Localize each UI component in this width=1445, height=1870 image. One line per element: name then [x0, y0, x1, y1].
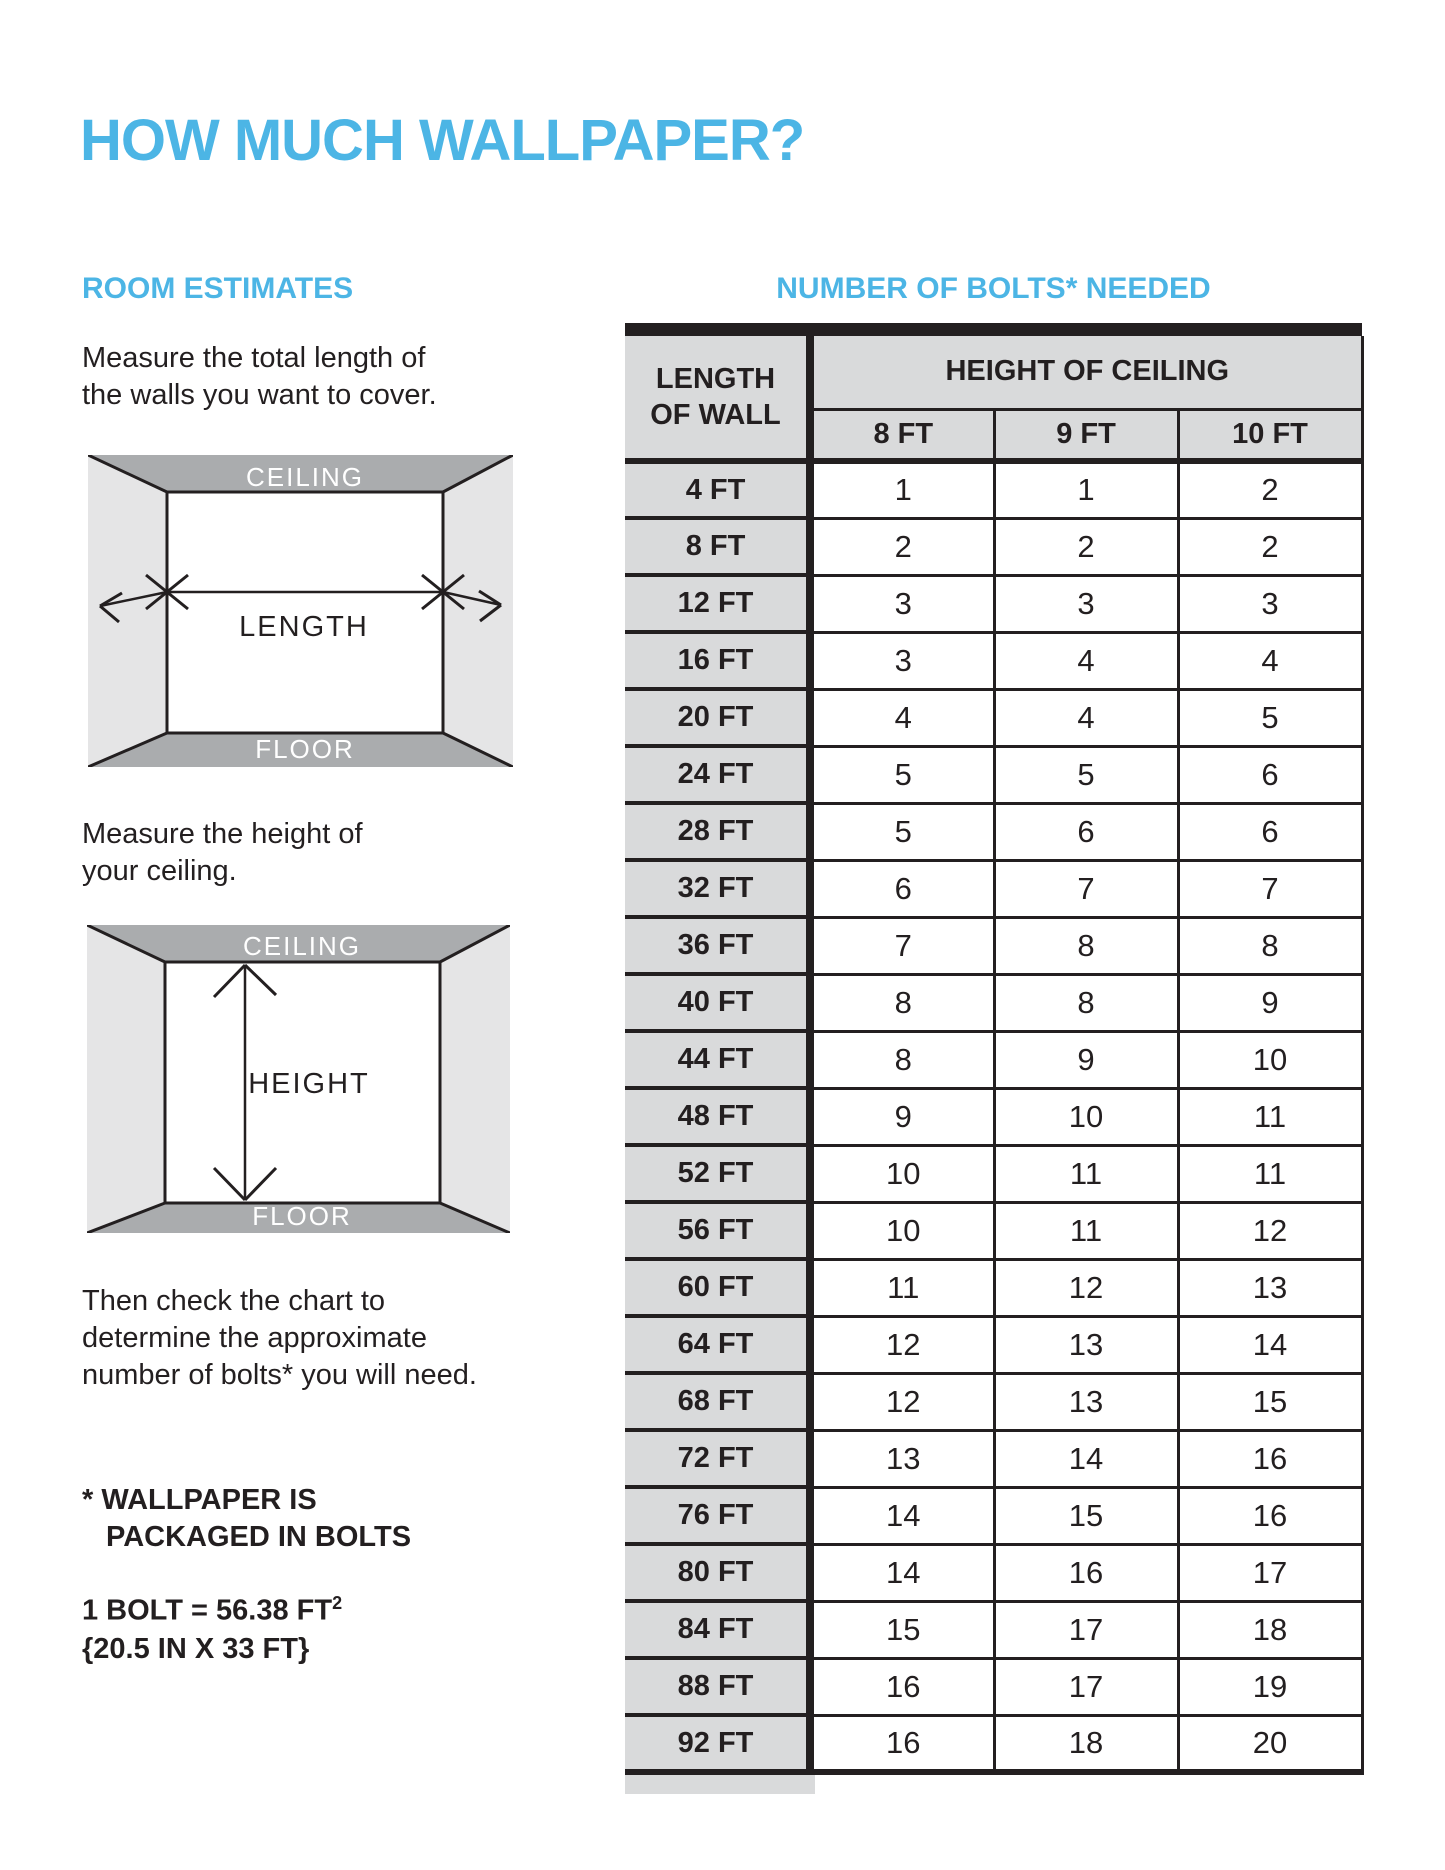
bolts-count-cell: 13 — [810, 1430, 994, 1487]
wall-length-cell: 52 FT — [625, 1145, 810, 1202]
bolts-count-cell: 2 — [810, 518, 994, 575]
bolts-count-cell: 5 — [810, 803, 994, 860]
bolts-count-cell: 8 — [810, 1031, 994, 1088]
bolts-count-cell: 4 — [994, 689, 1178, 746]
bolts-count-cell: 3 — [810, 575, 994, 632]
wall-length-cell: 20 FT — [625, 689, 810, 746]
bolts-count-cell: 8 — [810, 974, 994, 1031]
wall-length-cell: 64 FT — [625, 1316, 810, 1373]
table-row — [625, 1658, 1362, 1715]
bolts-count-cell: 20 — [1178, 1715, 1362, 1772]
table-row — [625, 1088, 1362, 1145]
bolts-count-cell: 5 — [994, 746, 1178, 803]
table-row — [625, 1031, 1362, 1088]
bolts-count-cell: 8 — [994, 974, 1178, 1031]
bolts-count-cell: 7 — [1178, 860, 1362, 917]
instruction-line: Then check the chart to — [82, 1285, 386, 1317]
wall-length-cell: 68 FT — [625, 1373, 810, 1430]
wall-length-cell: 48 FT — [625, 1088, 810, 1145]
wall-length-cell: 4 FT — [625, 461, 810, 518]
bolts-count-cell: 7 — [994, 860, 1178, 917]
bolts-count-cell: 14 — [1178, 1316, 1362, 1373]
wall-length-cell: 92 FT — [625, 1715, 810, 1772]
bolts-count-cell: 15 — [1178, 1373, 1362, 1430]
left-wall-surface — [88, 455, 167, 767]
bolts-count-cell: 9 — [810, 1088, 994, 1145]
bolts-count-cell: 2 — [1178, 461, 1362, 518]
table-row — [625, 974, 1362, 1031]
bolts-count-cell: 2 — [994, 518, 1178, 575]
bolts-count-cell: 18 — [1178, 1601, 1362, 1658]
bolts-count-cell: 15 — [810, 1601, 994, 1658]
table-row — [625, 746, 1362, 803]
row-axis-header — [625, 336, 810, 461]
bolts-count-cell: 10 — [810, 1145, 994, 1202]
wall-length-cell: 56 FT — [625, 1202, 810, 1259]
wall-length-cell: 72 FT — [625, 1430, 810, 1487]
bolts-count-cell: 7 — [810, 917, 994, 974]
wall-length-cell: 32 FT — [625, 860, 810, 917]
bolts-count-cell: 1 — [994, 461, 1178, 518]
table-row — [625, 1715, 1362, 1772]
footnote-line: PACKAGED IN BOLTS — [106, 1521, 412, 1553]
bolts-count-cell: 14 — [810, 1487, 994, 1544]
instruction-check-chart — [82, 1283, 477, 1394]
bolt-dimensions-line: {20.5 IN X 33 FT} — [82, 1632, 310, 1665]
table-row — [625, 803, 1362, 860]
column-header-10ft: 10 FT — [1178, 409, 1362, 461]
bolts-count-cell: 6 — [810, 860, 994, 917]
bolts-count-cell: 16 — [810, 1715, 994, 1772]
right-wall-surface — [440, 925, 510, 1233]
bolts-count-cell: 12 — [810, 1316, 994, 1373]
wallpaper-bolts-footnote — [82, 1482, 411, 1556]
instruction-measure-height — [82, 816, 363, 890]
instruction-line: number of bolts* you will need. — [82, 1359, 477, 1391]
column-header-8ft: 8 FT — [810, 409, 994, 461]
bolts-needed-heading: NUMBER OF BOLTS* NEEDED — [776, 272, 1211, 305]
floor-label: FLOOR — [255, 734, 355, 764]
bolt-equation: 1 BOLT = 56.38 FT — [82, 1594, 333, 1627]
bolts-count-cell: 15 — [994, 1487, 1178, 1544]
bolts-count-cell: 17 — [994, 1658, 1178, 1715]
wall-length-cell: 36 FT — [625, 917, 810, 974]
bolts-count-cell: 10 — [994, 1088, 1178, 1145]
bolts-table-section — [625, 323, 1362, 1794]
wall-length-cell: 40 FT — [625, 974, 810, 1031]
bolts-count-cell: 6 — [1178, 746, 1362, 803]
page-title: HOW MUCH WALLPAPER? — [80, 107, 805, 173]
bolts-count-cell: 12 — [1178, 1202, 1362, 1259]
wall-length-cell: 8 FT — [625, 518, 810, 575]
room-length-diagram — [88, 455, 513, 767]
height-label: HEIGHT — [248, 1068, 370, 1100]
bolts-count-cell: 19 — [1178, 1658, 1362, 1715]
bolts-count-cell: 1 — [810, 461, 994, 518]
bolts-count-cell: 10 — [1178, 1031, 1362, 1088]
wall-length-cell: 12 FT — [625, 575, 810, 632]
table-top-bar — [625, 323, 1362, 336]
bolts-count-cell: 8 — [994, 917, 1178, 974]
bolts-count-cell: 4 — [810, 689, 994, 746]
bolts-count-cell: 14 — [994, 1430, 1178, 1487]
wall-length-cell: 28 FT — [625, 803, 810, 860]
bolts-count-cell: 12 — [994, 1259, 1178, 1316]
table-row — [625, 917, 1362, 974]
bolts-count-cell: 16 — [1178, 1430, 1362, 1487]
right-wall-surface — [443, 455, 513, 767]
bolts-count-cell: 17 — [994, 1601, 1178, 1658]
bolts-count-cell: 14 — [810, 1544, 994, 1601]
bolts-count-cell: 11 — [810, 1259, 994, 1316]
bolts-count-cell: 5 — [1178, 689, 1362, 746]
floor-label: FLOOR — [252, 1201, 352, 1231]
wall-length-cell: 76 FT — [625, 1487, 810, 1544]
bolts-count-cell: 13 — [994, 1373, 1178, 1430]
row-axis-header-line: OF WALL — [650, 399, 781, 431]
bolts-count-cell: 12 — [810, 1373, 994, 1430]
bolts-count-cell: 17 — [1178, 1544, 1362, 1601]
table-row — [625, 1487, 1362, 1544]
left-wall-surface — [87, 925, 165, 1233]
instruction-line: Measure the total length of — [82, 342, 426, 374]
bolts-count-cell: 9 — [1178, 974, 1362, 1031]
bolts-table-body — [625, 461, 1362, 1772]
bolts-count-cell: 5 — [810, 746, 994, 803]
length-label: LENGTH — [239, 611, 369, 643]
ceiling-label: CEILING — [242, 931, 362, 961]
column-header-9ft: 9 FT — [994, 409, 1178, 461]
table-row — [625, 1202, 1362, 1259]
wall-length-cell: 24 FT — [625, 746, 810, 803]
footnote-line: * WALLPAPER IS — [82, 1484, 317, 1516]
table-row — [625, 1544, 1362, 1601]
bolts-count-cell: 4 — [994, 632, 1178, 689]
instruction-line: Measure the height of — [82, 818, 363, 850]
bolts-count-cell: 16 — [994, 1544, 1178, 1601]
wall-length-cell: 84 FT — [625, 1601, 810, 1658]
instruction-line: determine the approximate — [82, 1322, 427, 1354]
wall-length-cell: 16 FT — [625, 632, 810, 689]
table-row — [625, 1316, 1362, 1373]
table-row — [625, 518, 1362, 575]
table-row — [625, 632, 1362, 689]
bolts-count-cell: 11 — [994, 1202, 1178, 1259]
bolts-count-cell: 6 — [1178, 803, 1362, 860]
column-group-header: HEIGHT OF CEILING — [810, 336, 1362, 409]
bolts-count-cell: 13 — [994, 1316, 1178, 1373]
bolts-count-cell: 11 — [1178, 1145, 1362, 1202]
bolts-count-cell: 8 — [1178, 917, 1362, 974]
bolt-size-line — [82, 1584, 342, 1630]
table-row — [625, 860, 1362, 917]
ceiling-height-diagram — [87, 925, 510, 1233]
wall-length-cell: 88 FT — [625, 1658, 810, 1715]
bolts-table — [625, 336, 1364, 1775]
bolts-count-cell: 10 — [810, 1202, 994, 1259]
wall-length-cell: 44 FT — [625, 1031, 810, 1088]
bolts-count-cell: 11 — [1178, 1088, 1362, 1145]
table-row — [625, 1601, 1362, 1658]
table-footer-gray-stub — [625, 1775, 815, 1794]
bolts-count-cell: 3 — [994, 575, 1178, 632]
bolts-count-cell: 3 — [1178, 575, 1362, 632]
wall-length-cell: 80 FT — [625, 1544, 810, 1601]
bolts-count-cell: 11 — [994, 1145, 1178, 1202]
instruction-line: your ceiling. — [82, 855, 237, 887]
superscript-2: 2 — [332, 1593, 343, 1613]
bolts-count-cell: 9 — [994, 1031, 1178, 1088]
table-row — [625, 1373, 1362, 1430]
table-row — [625, 1259, 1362, 1316]
table-row — [625, 575, 1362, 632]
bolt-size-info — [82, 1584, 342, 1668]
room-estimates-heading: ROOM ESTIMATES — [82, 272, 354, 305]
table-row — [625, 1430, 1362, 1487]
bolts-count-cell: 2 — [1178, 518, 1362, 575]
instruction-measure-length — [82, 340, 437, 414]
table-row — [625, 689, 1362, 746]
bolts-count-cell: 3 — [810, 632, 994, 689]
table-row — [625, 1145, 1362, 1202]
instruction-line: the walls you want to cover. — [82, 379, 437, 411]
bolts-count-cell: 16 — [1178, 1487, 1362, 1544]
bolts-count-cell: 4 — [1178, 632, 1362, 689]
bolts-count-cell: 18 — [994, 1715, 1178, 1772]
bolts-count-cell: 13 — [1178, 1259, 1362, 1316]
table-row — [625, 461, 1362, 518]
ceiling-label: CEILING — [245, 462, 365, 492]
wall-length-cell: 60 FT — [625, 1259, 810, 1316]
bolts-count-cell: 6 — [994, 803, 1178, 860]
bolts-count-cell: 16 — [810, 1658, 994, 1715]
row-axis-header-line: LENGTH — [655, 363, 776, 395]
